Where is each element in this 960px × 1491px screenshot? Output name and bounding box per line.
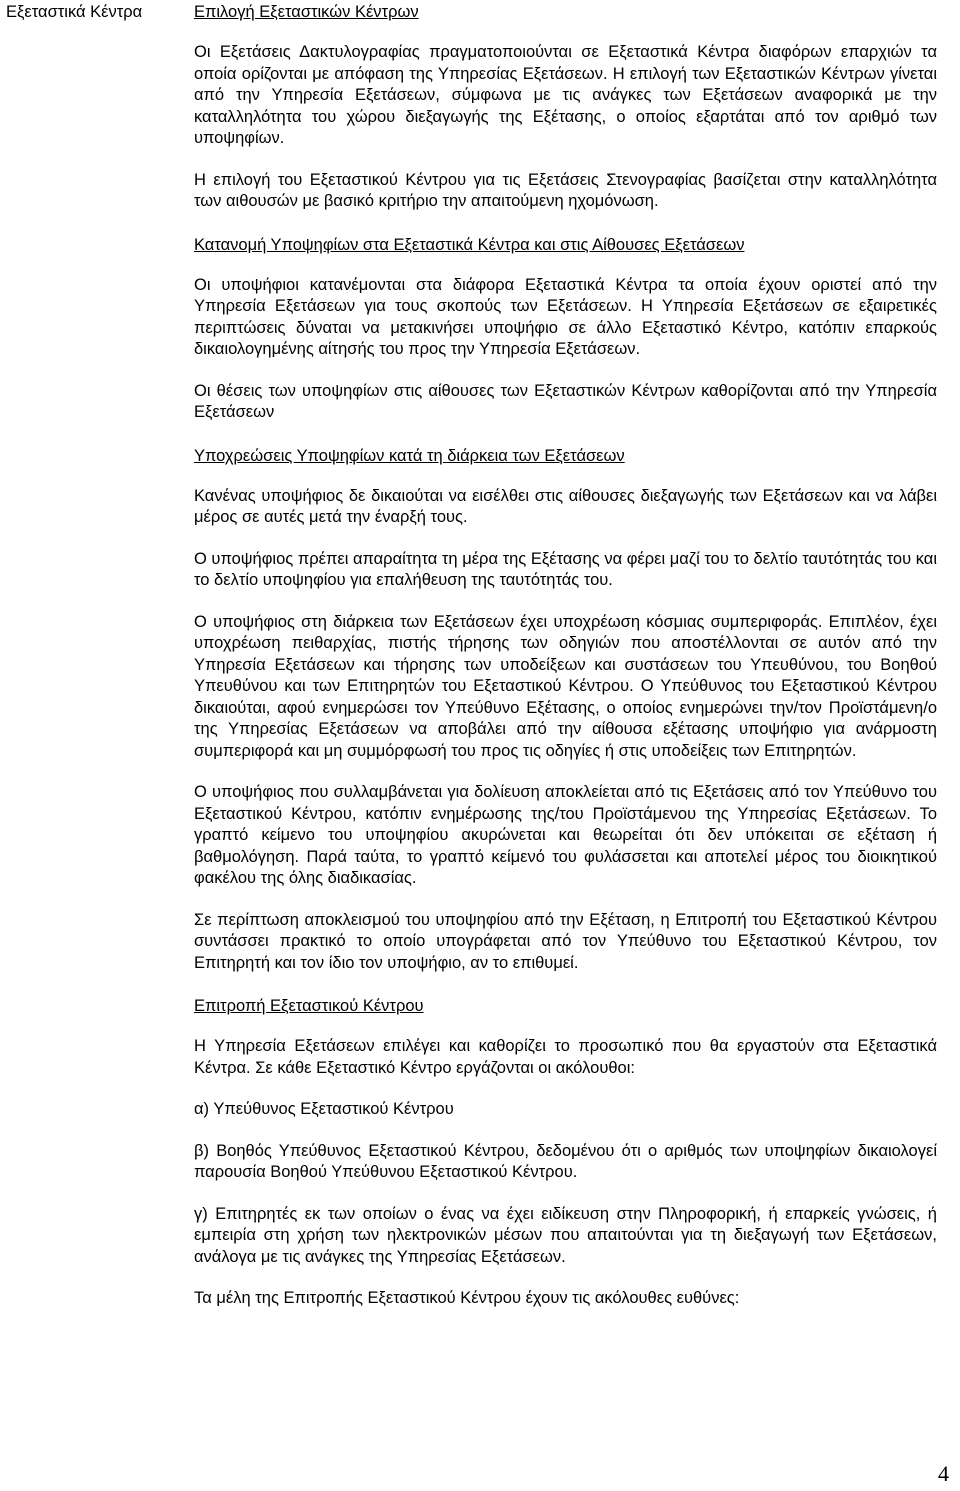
paragraph-committee-staff: Η Υπηρεσία Εξετάσεων επιλέγει και καθορίζει το προσωπικό που θα εργαστούν στα Εξεταστικά Κέντρα. Σε κάθε Εξεταστικό Κέντρο εργάζονται οι ακόλουθοι: — [194, 1037, 937, 1077]
list-item-c: γ) Επιτηρητές εκ των οποίων ο ένας να έχει ειδίκευση στην Πληροφορική, ή επαρκείς γνώσεις, ή εμπειρία στη χρήση των ηλεκτρονικών μέσων που απαιτούνται για τη διεξαγωγή των Εξετάσεων, ανάλογα με τις ανάγκες της Υπηρεσίας Εξετάσεων. — [194, 1204, 937, 1266]
paragraph-conduct: Ο υποψήφιος στη διάρκεια των Εξετάσεων έχει υποχρέωση κόσμιας συμπεριφοράς. Επιπλέον, έχει υποχρέωση πειθαρχίας, πιστής τήρησης των οδηγιών που αποστέλλονται σε αυτόν από την Υπηρεσία Εξετάσεων και τήρησης των υποδείξεων και συστάσεων του Υπευθύνου, του Βοηθού Υπευθύνου και των Επιτηρητών του Εξεταστικού Κέντρου. Ο Υπεύθυνος του Εξεταστικού Κέντρου δικαιούται, αφού ενημερώσει τον Υπεύθυνο Εξέτασης, ο οποίος ενημερώνει την/τον Προϊστάμενη/ο της Υπηρεσίας Εξετάσεων να αποβάλει από την αίθουσα εξέτασης υποψήφιο για ανάρμοστη συμπεριφορά και μη συμμόρφωσή του προς τις οδηγίες ή στις υποδείξεις των Επιτηρητών. — [194, 612, 937, 760]
document-body — [194, 1, 937, 1310]
paragraph-candidate-seats: Οι θέσεις των υποψηφίων στις αίθουσες των Εξεταστικών Κέντρων καθορίζονται από την Υπηρεσία Εξετάσεων — [194, 381, 937, 421]
section-heading-exam-center-selection: Επιλογή Εξεταστικών Κέντρων — [194, 3, 419, 21]
section-heading-candidate-obligations: Υποχρεώσεις Υποψηφίων κατά τη διάρκεια των Εξετάσεων — [194, 446, 625, 465]
section-heading-exam-center-committee: Επιτροπή Εξεταστικού Κέντρου — [194, 997, 424, 1015]
paragraph-candidate-allocation: Οι υποψήφιοι κατανέμονται στα διάφορα Εξεταστικά Κέντρα τα οποία έχουν οριστεί από την Υπηρεσία Εξετάσεων για τους σκοπούς των Εξετάσεων. Η Υπηρεσία Εξετάσεων σε εξαιρετικές περιπτώσεις δύναται να μετακινήσει υποψήφιο σε άλλο Εξεταστικό Κέντρο, κατόπιν επαρκούς δικαιολογημένης αίτησής του προς την Υπηρεσία Εξετάσεων. — [194, 275, 937, 358]
paragraph-exam-center-selection: Οι Εξετάσεις Δακτυλογραφίας πραγματοποιούνται σε Εξεταστικά Κέντρα διαφόρων επαρχιών τα οποία ορίζονται με απόφαση της Υπηρεσίας Εξετάσεων. Η επιλογή των Εξεταστικών Κέντρων γίνεται από την Υπηρεσία Εξετάσεων, σύμφωνα με τις ανάγκες των Εξετάσεων αναφορικά με την καταλληλότητα του χώρου διεξαγωγής της Εξέτασης, ο οποίος εξαρτάται από τον αριθμό των υποψηφίων. — [194, 43, 937, 147]
list-item-b: β) Βοηθός Υπεύθυνος Εξεταστικού Κέντρου, δεδομένου ότι ο αριθμός των υποψηφίων δικαιολογεί παρουσία Βοηθού Υπεύθυνου Εξεταστικού Κέντρου. — [194, 1141, 937, 1181]
page-number: 4 — [938, 1461, 949, 1486]
section-heading-candidate-allocation: Κατανομή Υποψηφίων στα Εξεταστικά Κέντρα και στις Αίθουσες Εξετάσεων — [194, 235, 745, 254]
paragraph-identity-card: Ο υποψήφιος πρέπει απαραίτητα τη μέρα της Εξέτασης να φέρει μαζί του το δελτίο ταυτότητάς του και το δελτίο υποψηφίου για επαλήθευση της ταυτότητάς του. — [194, 549, 937, 589]
side-heading: Εξεταστικά Κέντρα — [6, 3, 143, 21]
paragraph-shorthand-center: Η επιλογή του Εξεταστικού Κέντρου για τις Εξετάσεις Στενογραφίας βασίζεται στην καταλληλότητα των αιθουσών με βασικό κριτήριο την απαιτούμενη ηχομόνωση. — [194, 170, 937, 210]
paragraph-cheating: Ο υποψήφιος που συλλαμβάνεται για δολίευση αποκλείεται από τις Εξετάσεις από τον Υπεύθυνο του Εξεταστικού Κέντρου, κατόπιν ενημέρωσης της/του Προϊστάμενου της Υπηρεσίας Εξετάσεων. Το γραπτό κείμενο του υποψηφίου ακυρώνεται και θεωρείται ότι δεν υπόκειται σε εξέταση ή βαθμολόγηση. Παρά ταύτα, το γραπτό κείμενό του φυλάσσεται και αποτελεί μέρος του διοικητικού φακέλου της όλης διαδικασίας. — [194, 783, 937, 887]
paragraph-committee-duties: Τα μέλη της Επιτροπής Εξεταστικού Κέντρου έχουν τις ακόλουθες ευθύνες: — [194, 1289, 740, 1307]
paragraph-exclusion-report: Σε περίπτωση αποκλεισμού του υποψηφίου από την Εξέταση, η Επιτροπή του Εξεταστικού Κέντρου συντάσσει πρακτικό το οποίο υπογράφεται από τον Υπεύθυνο του Εξεταστικού Κέντρου, τον Επιτηρητή και τον ίδιο τον υποψήφιο, αν το επιθυμεί. — [194, 910, 937, 972]
list-item-a: α) Υπεύθυνος Εξεταστικού Κέντρου — [194, 1100, 454, 1118]
paragraph-late-entry: Κανένας υποψήφιος δε δικαιούται να εισέλθει στις αίθουσες διεξαγωγής των Εξετάσεων και να λάβει μέρος σε αυτές μετά την έναρξή τους. — [194, 486, 937, 526]
